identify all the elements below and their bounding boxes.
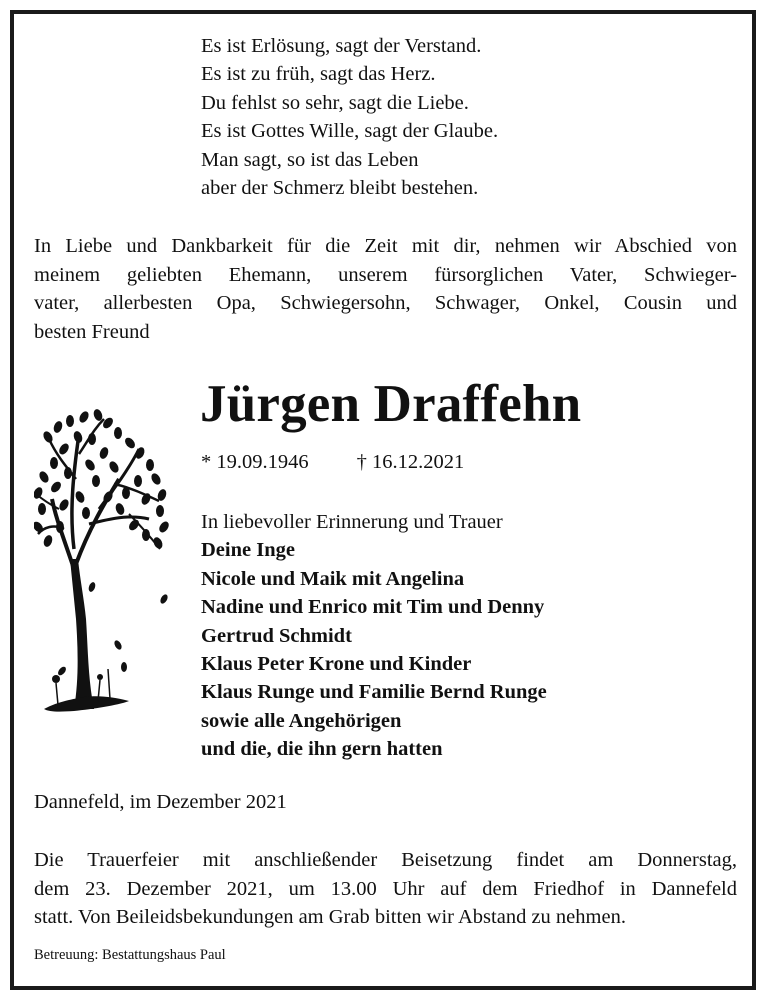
- funeral-details: [34, 846, 737, 932]
- intro-line: besten Freund: [34, 320, 150, 343]
- mourner-name: Klaus Runge und Familie Bernd Runge: [201, 681, 547, 704]
- funeral-line: dem 23. Dezember 2021, um 13.00 Uhr auf dem Friedhof in Dannefeld: [34, 877, 737, 900]
- birth-date: * 19.09.1946: [201, 451, 309, 473]
- obituary-notice: [10, 10, 756, 990]
- mourner-name: Nadine und Enrico mit Tim und Denny: [201, 596, 545, 619]
- poem-line: Man sagt, so ist das Leben: [201, 148, 419, 171]
- mourner-name: Gertrud Schmidt: [201, 624, 352, 647]
- mourners-heading: In liebevoller Erinnerung und Trauer: [201, 511, 503, 533]
- poem-line: aber der Schmerz bleibt bestehen.: [201, 177, 479, 200]
- mourner-name: Deine Inge: [201, 539, 295, 562]
- mourner-name: und die, die ihn gern hatten: [201, 738, 443, 761]
- intro-line: meinem geliebten Ehemann, unserem fürsorglichen Vater, Schwieger-: [34, 263, 737, 286]
- mourners-list: [201, 508, 547, 764]
- intro-line: In Liebe und Dankbarkeit für die Zeit mit dir, nehmen wir Abschied von: [34, 235, 737, 257]
- mourner-name: Nicole und Maik mit Angelina: [201, 567, 465, 590]
- intro-line: vater, allerbesten Opa, Schwiegersohn, Schwager, Onkel, Cousin und: [34, 292, 737, 315]
- place-and-date: Dannefeld, im Dezember 2021: [34, 791, 287, 813]
- poem: [201, 32, 498, 202]
- life-dates: [201, 451, 464, 474]
- poem-line: Du fehlst so sehr, sagt die Liebe.: [201, 91, 469, 114]
- poem-line: Es ist Gottes Wille, sagt der Glaube.: [201, 120, 499, 143]
- poem-line: Es ist zu früh, sagt das Herz.: [201, 63, 436, 86]
- mourner-name: sowie alle Angehörigen: [201, 709, 402, 732]
- death-date: † 16.12.2021: [356, 451, 465, 473]
- mourner-name: Klaus Peter Krone und Kinder: [201, 653, 472, 676]
- deceased-name: Jürgen Draffehn: [200, 375, 582, 433]
- poem-line: Es ist Erlösung, sagt der Verstand.: [201, 35, 482, 57]
- funeral-line: statt. Von Beileidsbekundungen am Grab bitten wir Abstand zu nehmen.: [34, 906, 626, 929]
- intro-paragraph: [34, 232, 737, 346]
- funeral-home-credit: Betreuung: Bestattungshaus Paul: [34, 947, 226, 963]
- funeral-line: Die Trauerfeier mit anschließender Beisetzung findet am Donnerstag,: [34, 849, 737, 871]
- tree-with-falling-leaves-icon: [34, 409, 169, 714]
